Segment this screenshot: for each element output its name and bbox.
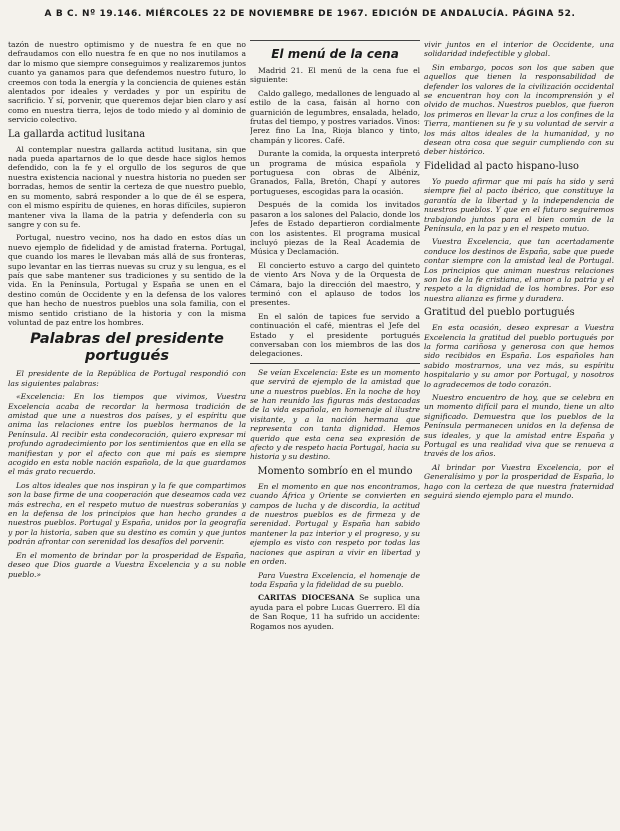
paragraph: El presidente de la República de Portugal respondió con las siguientes palabras: (8, 369, 246, 388)
page-header: A B C. Nº 19.146. MIÉRCOLES 22 DE NOVIEMBRE DE 1967. EDICIÓN DE ANDALUCÍA. PÁGINA 52. (44, 9, 576, 19)
paragraph: Madrid 21. El menú de la cena fue el siguiente: (250, 66, 420, 85)
paragraph: Al brindar por Vuestra Excelencia, por el Generalísimo y por la prosperidad de España, lo hago con la certeza de que nuestra fraternidad seguirá siendo ejemplo para el mundo. (424, 462, 614, 501)
caritas-notice (250, 593, 420, 631)
paragraph: En el momento de brindar por la prosperidad de España, deseo que Dios guarde a Vuestra Excelencia y a su noble pueblo.» (8, 550, 246, 579)
section-heading-fidelidad: Fidelidad al pacto hispano-luso (424, 160, 579, 172)
caritas-label: CARITAS DIOCESANA (258, 593, 355, 603)
paragraph: Sin embargo, pocos son los que saben que aquellos que tienen la responsabilidad de defender los valores de la civilización occidental se encuentran hoy con la incomprensión y el olvido de muchos. Nuestros pueblos, que fueron los primeros en llevar la cruz a los confines de la Tierra, mantienen su fe y su voluntad de servir a los más altos ideales de la humanidad, y no desean otra cosa que seguir cumpliendo con su deber histórico. (424, 62, 614, 157)
paragraph: Portugal, nuestro vecino, nos ha dado en estos días un nuevo ejemplo de fidelidad y de amistad fraterna. Portugal, que cuando los mares le llevaban más allá de sus fronteras, supo levantar en las tierras nuevas su cruz y su lengua, es el país que sabe mantener sus tradiciones y su sentido de la vida. En la Península, Portugal y España se unen en el destino común de Occidente y en la defensa de los valores que han hecho de nuestros pueblos una sola familia, con el mismo sentido cristiano de la historia y con la misma voluntad de paz entre los hombres. (8, 233, 246, 327)
paragraph: Vuestra Excelencia, que tan acertadamente conduce los destinos de España, sabe que puede contar siempre con la amistad leal de Portugal. Los principios que animan nuestras relaciones son los de la fe cristiana, el amor a la patria y el respeto a la dignidad de los hombres. Por eso nuestra alianza es firme y duradera. (424, 237, 614, 303)
section-heading-gratitud: Gratitud del pueblo portugués (424, 307, 575, 319)
paragraph: «Excelencia: En los tiempos que vivimos, Vuestra Excelencia acaba de recordar la hermosa tradición de amistad que une a nuestros dos países, y el espíritu que anima las relaciones entre los pueblos hermanos de la Península. Al recibir esta condecoración, quiero expresar mi profundo agradecimiento por los sentimientos que en ella se manifiestan y por el afecto con que mi país es siempre acogido en esta noble nación española, de la que guardamos el más grato recuerdo. (8, 392, 246, 477)
paragraph: tazón de nuestro optimismo y de nuestra fe en que no defraudamos con ello nuestra fe en que no nos inutilamos a dar lo mismo que siempre conseguimos y realizaremos juntos cuanto ya ganamos para que defendemos nuestro futuro, lo creemos con toda la energía y la conciencia de quienes están alentados por ideales y verdades y por un espíritu de sacrificio. Y sí, porvenir, que queremos dejar bien claro y así como en nuestra tierra, lejos de todo miedo y al dominio de servicio colectivo. (8, 40, 246, 125)
section-heading-menu: El menú de la cena (271, 47, 399, 61)
paragraph: En el salón de tapices fue servido a continuación el café, mientras el Jefe del Estado y el presidente portugués conversaban con los miembros de las dos delegaciones. (250, 311, 420, 359)
column-right (424, 40, 614, 827)
paragraph: Se veían Excelencia: Este es un momento que servirá de ejemplo de la amistad que une a nuestros pueblos. En la noche de hoy se han reunido las figuras más destacadas de la vida española, en homenaje al ilustre visitante, y a la nación hermana que representa con tanta dignidad. Hemos querido que esta cena sea expresión de afecto y de respeto hacia Portugal, hacia su historia y su destino. (250, 367, 420, 462)
paragraph: El concierto estuvo a cargo del quinteto de viento Ars Nova y de la Orquesta de Cámara, bajo la dirección del maestro, y terminó con el aplauso de todos los presentes. (250, 260, 420, 308)
paragraph: Al contemplar nuestra gallarda actitud lusitana, sin que nada pueda apartarnos de lo que desde hace siglos hemos defendido, con la fe y el orgullo de los seguros de que nuestra existencia nacional y nuestra historia no pueden ser borradas, hemos de sentir la certeza de que nuestro pueblo, en su momento, sabrá responder a lo que de él se espera, con el mismo espíritu de quienes, en horas difíciles, supieron mantener viva la llama de la patria y defenderla con su sangre y con su fe. (8, 144, 246, 229)
section-heading-palabras: Palabras del presidente portugués (30, 331, 224, 365)
paragraph: Caldo gallego, medallones de lenguado al estilo de la casa, faisán al horno con guarnición de legumbres, ensalada, helado, frutas del tiempo, y postres variados. Vinos: Jerez fino La Ina, Rioja blanco y tinto, champán y licores. Café. (250, 88, 420, 145)
caritas-text: Se suplica una ayuda para el pobre Lucas Guerrero. El día de San Roque, 11 ha sufrido un accidente: Rogamos nos ayuden. (250, 593, 420, 631)
divider (250, 40, 420, 41)
column-middle (250, 40, 420, 827)
paragraph: En el momento en que nos encontramos, cuando África y Oriente se convierten en campos de lucha y de discordia, la actitud de nuestros pueblos es de firmeza y de serenidad. Portugal y España han sabido mantener la paz interior y el progreso, y su ejemplo es visto con respeto por todas las naciones que aspiran a vivir en libertad y en orden. (250, 481, 420, 567)
paragraph: Los altos ideales que nos inspiran y la fe que compartimos son la base firme de una cooperación que deseamos cada vez más estrecha, en el respeto mutuo de nuestras soberanías y en la defensa de los principios que han hecho grandes a nuestros pueblos. Portugal y España, unidos por la geografía y por la historia, saben que su destino es común y que juntos podrán afrontar con serenidad los desafíos del porvenir. (8, 480, 246, 547)
paragraph: Para Vuestra Excelencia, el homenaje de toda España y la fidelidad de su pueblo. (250, 570, 420, 589)
section-heading-sombrio: Momento sombrío en el mundo (257, 465, 413, 477)
paragraph: Yo puedo afirmar que mi país ha sido y será siempre fiel al pacto ibérico, que constituye la garantía de la libertad y la independencia de nuestros pueblos. Y que en el futuro seguiremos trabajando juntos para el bien común de la Península, en la paz y en el respeto mutuo. (424, 176, 614, 233)
paragraph: Nuestro encuentro de hoy, que se celebra en un momento difícil para el mundo, tiene un alto significado. Demuestra que los pueblos de la Península permanecen unidos en la defensa de sus ideales, y que la amistad entre España y Portugal es una realidad viva que se renueva a través de los años. (424, 393, 614, 459)
column-left (8, 40, 246, 827)
paragraph: En esta ocasión, deseo expresar a Vuestra Excelencia la gratitud del pueblo portugués por la forma cariñosa y generosa con que hemos sido recibidos en España. Los españoles han sabido mostrarnos, una vez más, su espíritu hospitalario y su amor por Portugal, y nosotros lo agradecemos de todo corazón. (424, 323, 614, 389)
paragraph: Después de la comida los invitados pasaron a los salones del Palacio, donde los Jefes de Estado departieron cordialmente con los asistentes. El programa musical incluyó piezas de la Real Academia de Música y Declamación. (250, 200, 420, 257)
paragraph: Durante la comida, la orquesta interpretó un programa de música española y portuguesa con obras de Albéniz, Granados, Falla, Bretón, Chapí y autores portugueses, escogidas para la ocasión. (250, 149, 420, 196)
paragraph: vivir juntos en el interior de Occidente, una solidaridad indefectible y global. (424, 40, 614, 59)
divider (250, 363, 420, 364)
section-heading-gallarda: La gallarda actitud lusitana (8, 128, 146, 140)
